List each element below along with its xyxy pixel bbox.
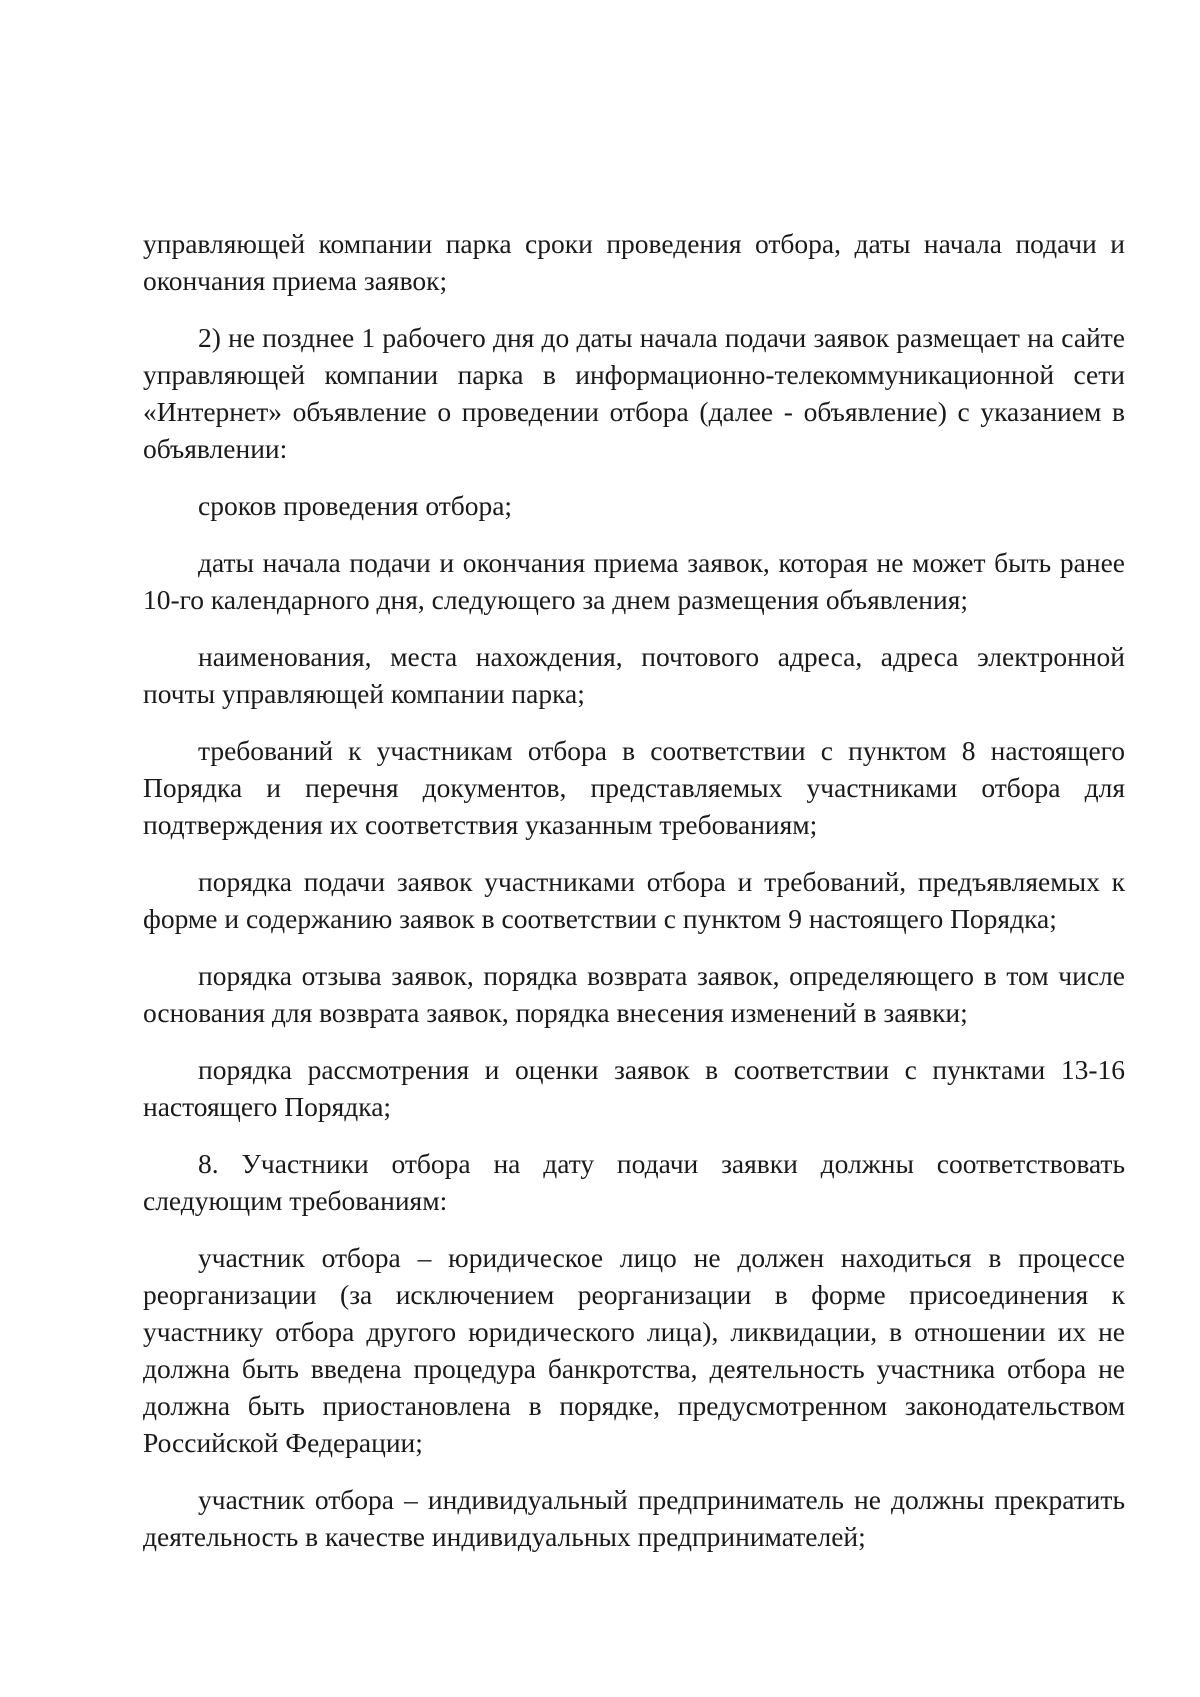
- paragraph-withdrawal-procedure: порядка отзыва заявок, порядка возврата заявок, определяющего в том числе основания для возврата заявок, порядка внесения изменений в заявки;: [143, 960, 1125, 1028]
- paragraph-legal-entity-requirement: участник отбора – юридическое лицо не должен находиться в процессе реорганизации (за исключением реорганизации в форме присоединения к участнику отбора другого юридического лица), ликвидации, в отношении их не должна быть введена процедура банкротства, деятельность участника отбора не должна быть приостановлена в порядке, предусмотренном законодательством Российской Федерации;: [143, 1242, 1125, 1458]
- paragraph-submission-procedure: порядка подачи заявок участниками отбора и требований, предъявляемых к форме и содержанию заявок в соответствии с пунктом 9 настоящего Порядка;: [143, 866, 1125, 934]
- document-page: [143, 225, 1125, 1575]
- paragraph-selection-terms: сроков проведения отбора;: [198, 490, 513, 521]
- paragraph-company-details: наименования, места нахождения, почтового адреса, адреса электронной почты управляющей компании парка;: [143, 641, 1125, 709]
- paragraph-participant-requirements: требований к участникам отбора в соответствии с пунктом 8 настоящего Порядка и перечня документов, представляемых участниками отбора для подтверждения их соответствия указанным требованиям;: [143, 735, 1125, 840]
- paragraph-continuation: управляющей компании парка сроки проведения отбора, даты начала подачи и окончания приема заявок;: [143, 228, 1125, 296]
- paragraph-application-dates: даты начала подачи и окончания приема заявок, которая не может быть ранее 10-го календарного дня, следующего за днем размещения объявления;: [143, 547, 1125, 615]
- paragraph-entrepreneur-requirement: участник отбора – индивидуальный предприниматель не должны прекратить деятельность в качестве индивидуальных предпринимателей;: [143, 1484, 1125, 1552]
- paragraph-item-8: 8. Участники отбора на дату подачи заявки должны соответствовать следующим требованиям:: [143, 1148, 1125, 1216]
- paragraph-item-2: 2) не позднее 1 рабочего дня до даты начала подачи заявок размещает на сайте управляющей компании парка в информационно-телекоммуникационной сети «Интернет» объявление о проведении отбора (далее - объявление) с указанием в объявлении:: [143, 322, 1125, 464]
- paragraph-review-procedure: порядка рассмотрения и оценки заявок в соответствии с пунктами 13-16 настоящего Порядка;: [143, 1054, 1125, 1122]
